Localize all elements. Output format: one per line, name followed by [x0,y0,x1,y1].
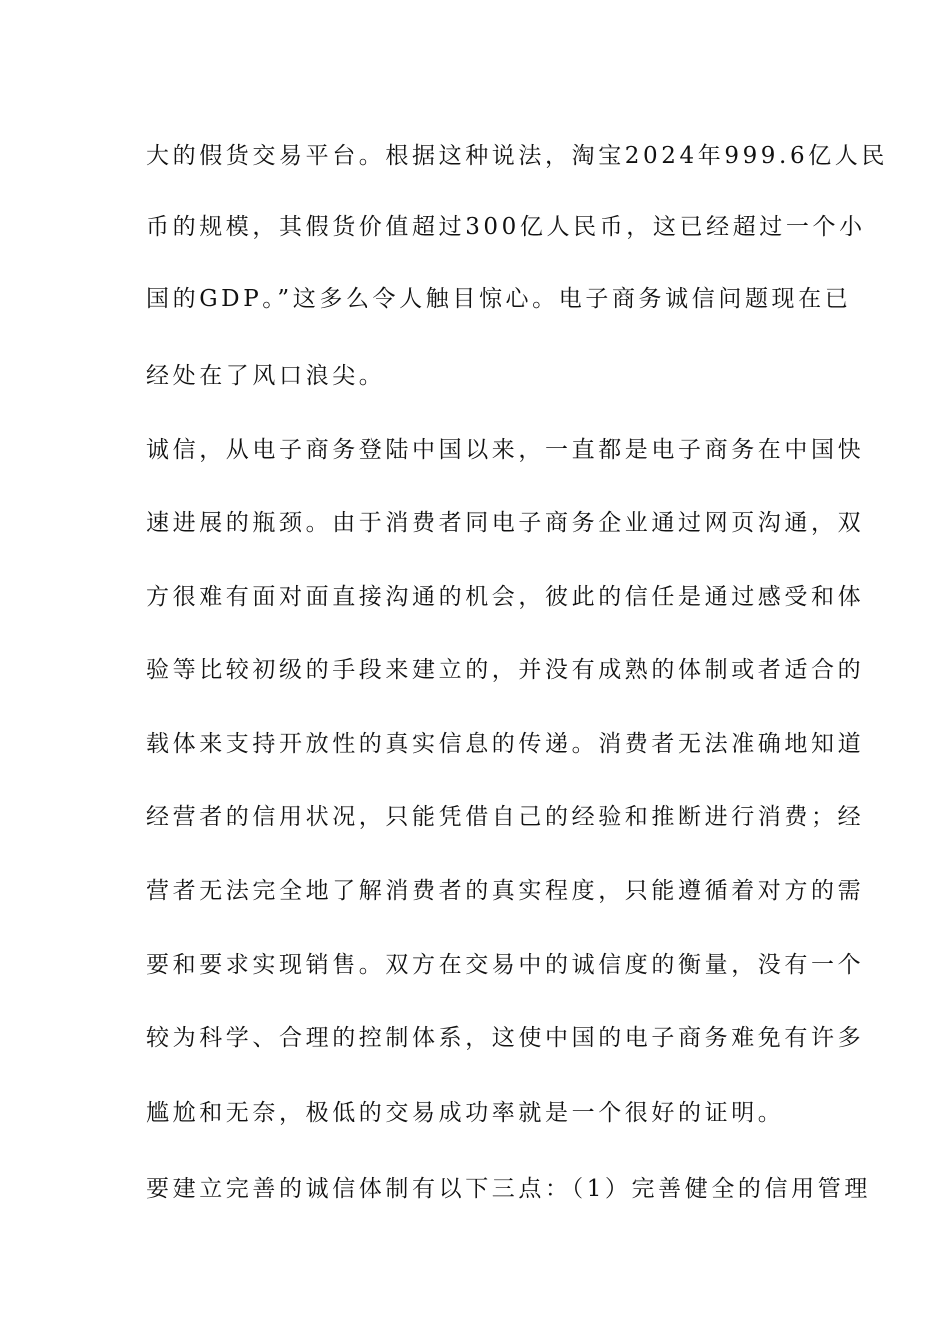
text-line: 大的假货交易平台。根据这种说法，淘宝2024年999.6亿人民 [146,143,888,169]
text-line: 经营者的信用状况，只能凭借自己的经验和推断进行消费；经 [146,804,865,830]
text-line: 速进展的瓶颈。由于消费者同电子商务企业通过网页沟通，双 [146,510,865,536]
text-line: 营者无法完全地了解消费者的真实程度，只能遵循着对方的需 [146,878,865,904]
text-line: 经处在了风口浪尖。 [146,363,386,389]
text-line: 尴尬和无奈，极低的交易成功率就是一个很好的证明。 [146,1100,785,1126]
text-line: 国的GDP。”这多么令人触目惊心。电子商务诚信问题现在已 [146,286,852,312]
text-line: 诚信，从电子商务登陆中国以来，一直都是电子商务在中国快 [146,437,865,463]
text-line: 载体来支持开放性的真实信息的传递。消费者无法准确地知道 [146,731,865,757]
text-line: 要和要求实现销售。双方在交易中的诚信度的衡量，没有一个 [146,952,865,978]
text-line: 币的规模，其假货价值超过300亿人民币，这已经超过一个小 [146,214,866,240]
text-line: 较为科学、合理的控制体系，这使中国的电子商务难免有许多 [146,1025,865,1051]
text-line: 要建立完善的诚信体制有以下三点：（1）完善健全的信用管理 [146,1176,871,1202]
text-line: 方很难有面对面直接沟通的机会，彼此的信任是通过感受和体 [146,584,865,610]
text-line: 验等比较初级的手段来建立的，并没有成熟的体制或者适合的 [146,657,865,683]
